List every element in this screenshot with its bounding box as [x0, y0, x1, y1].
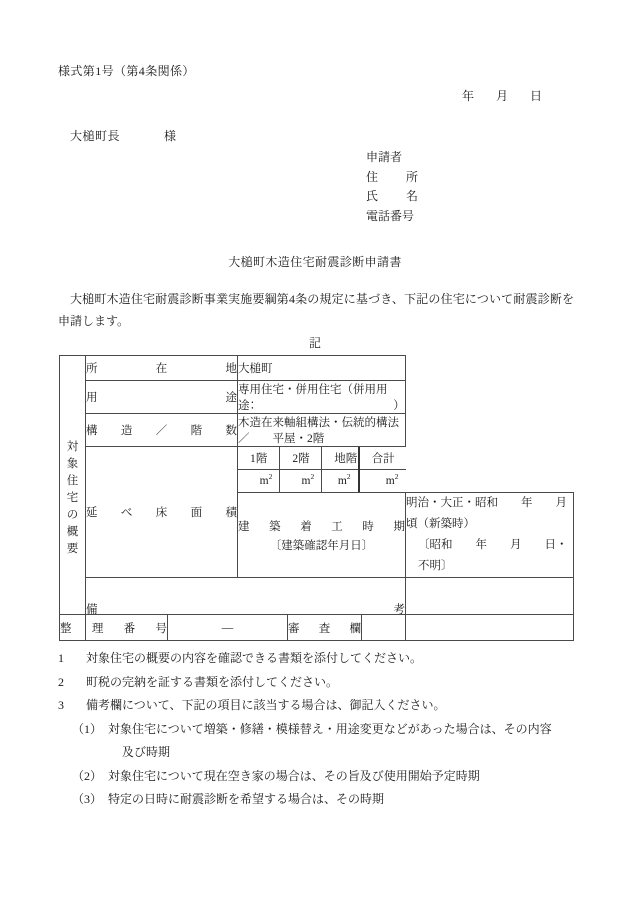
- sub-note-item: [58, 718, 598, 742]
- construction-line-1: 明治・大正・昭和 年 月頃（新築時）: [406, 497, 567, 530]
- date-line: [462, 87, 542, 104]
- note-text: 町税の完納を証する書類を添付してください。: [86, 674, 339, 689]
- label-reference-number: 整理番号: [60, 615, 168, 641]
- reference-review-table: [59, 614, 574, 641]
- floor-area-container: [238, 447, 406, 493]
- applicant-heading: 申請者: [366, 150, 403, 164]
- sub-note-text: 対象住宅について現在空き家の場合は、その旨及び使用開始予定時期: [108, 768, 480, 783]
- note-number: 3: [58, 698, 64, 712]
- note-number: 2: [58, 674, 64, 689]
- applicant-name-label: 氏名: [366, 189, 418, 203]
- label-remarks: 備考: [86, 578, 406, 641]
- form-number: 様式第1号（第4条関係）: [58, 64, 195, 78]
- intro-paragraph: 大槌町木造住宅耐震診断事業実施要綱第4条の規定に基づき、下記の住宅について耐震診断を申請します。: [58, 292, 574, 328]
- vertical-heading-char: 対: [66, 440, 79, 453]
- page-title: 大槌町木造住宅耐震診断申請書: [228, 255, 402, 269]
- applicant-phone-label: 電話番号: [366, 208, 415, 223]
- unit-sqm: $m^2$: [259, 472, 273, 487]
- table-row-structure: [60, 414, 574, 447]
- applicant-name-row: [366, 187, 418, 207]
- floor-col-2f: 2階: [280, 447, 322, 470]
- value-review-field[interactable]: [362, 615, 574, 641]
- floor-col-basement: 地階: [322, 447, 359, 470]
- date-month-label: 月: [496, 89, 509, 103]
- note-text: 備考欄について、下記の項目に該当する場合は、御記入ください。: [86, 698, 446, 712]
- label-construction-sub: 〔建築確認年月日〕: [269, 539, 374, 552]
- value-location[interactable]: 大槌町: [238, 356, 406, 381]
- vertical-heading-char: 宅: [66, 491, 79, 504]
- note-text: 対象住宅の概要の内容を確認できる書類を添付してください。: [86, 651, 423, 665]
- table-row-floor-area-header: [60, 447, 574, 493]
- vertical-heading-char: 概: [66, 525, 79, 538]
- note-item: [58, 671, 598, 695]
- floor-value-total[interactable]: [359, 470, 406, 493]
- construction-line-2: 〔昭和 年 月 日・不明〕: [418, 539, 568, 572]
- value-construction[interactable]: [406, 493, 574, 578]
- unit-sqm: $m^2$: [337, 472, 351, 487]
- label-construction: [238, 493, 406, 578]
- floor-area-value-row: [238, 470, 406, 493]
- floor-col-1f: 1階: [238, 447, 280, 470]
- table-row-reference: [60, 615, 574, 641]
- note-item: [58, 694, 598, 718]
- notes-list: [58, 647, 598, 812]
- vertical-heading-char: 住: [66, 474, 79, 487]
- floor-value-basement[interactable]: [322, 470, 359, 493]
- applicant-phone-row: [366, 207, 418, 227]
- label-use: 用途: [86, 381, 238, 414]
- unit-sqm: $m^2$: [385, 472, 399, 487]
- date-year-label: 年: [462, 89, 475, 103]
- vertical-heading-char: の: [66, 508, 79, 521]
- application-table: [59, 355, 574, 641]
- floor-value-1f[interactable]: [238, 470, 280, 493]
- table-row-use: [60, 381, 574, 414]
- note-number: 1: [58, 651, 64, 665]
- applicant-block: [366, 148, 418, 226]
- label-floor-area: 延べ床面積: [86, 447, 238, 578]
- value-reference-number[interactable]: ―: [168, 615, 288, 641]
- sub-note-text: 対象住宅について増築・修繕・模様替え・用途変更などがあった場合は、その内容: [108, 721, 552, 736]
- sub-note-item: [58, 765, 598, 789]
- sub-note-continuation: 及び時期: [122, 745, 171, 759]
- floor-col-total: 合計: [359, 447, 406, 470]
- ki-marker: 記: [308, 336, 321, 350]
- vertical-heading: [60, 356, 86, 641]
- sub-note-item: [58, 788, 598, 812]
- note-item: [58, 647, 598, 671]
- sub-note-number: （3）: [72, 792, 103, 806]
- value-structure[interactable]: 木造在来軸組構法・伝統的構法 ／ 平屋・2階: [238, 414, 406, 447]
- label-review-field: 審査欄: [288, 615, 362, 641]
- vertical-heading-char: 象: [66, 457, 79, 470]
- label-construction-main: 建築着工時期: [238, 520, 405, 533]
- label-location: 所在地: [86, 356, 238, 381]
- date-day-label: 日: [530, 89, 543, 103]
- sub-note-number: （2）: [72, 768, 103, 783]
- addressee-name: 大槌町長: [70, 129, 121, 143]
- applicant-address-row: [366, 168, 418, 188]
- vertical-heading-char: 要: [66, 542, 79, 555]
- unit-sqm: $m^2$: [301, 472, 315, 487]
- value-use[interactable]: 専用住宅・併用住宅（併用用途： ）: [238, 381, 406, 414]
- floor-area-head-row: [238, 447, 406, 470]
- floor-value-2f[interactable]: [280, 470, 322, 493]
- label-structure: 構造／階数: [86, 414, 238, 447]
- applicant-address-label: 住所: [366, 169, 418, 184]
- floor-area-table: [238, 447, 406, 492]
- table-row-location: [60, 356, 574, 381]
- addressee-honorific: 様: [164, 129, 177, 143]
- sub-note-number: （1）: [72, 721, 103, 736]
- sub-note-text: 特定の日時に耐震診断を希望する場合は、その時期: [108, 792, 385, 806]
- addressee-line: [70, 127, 176, 144]
